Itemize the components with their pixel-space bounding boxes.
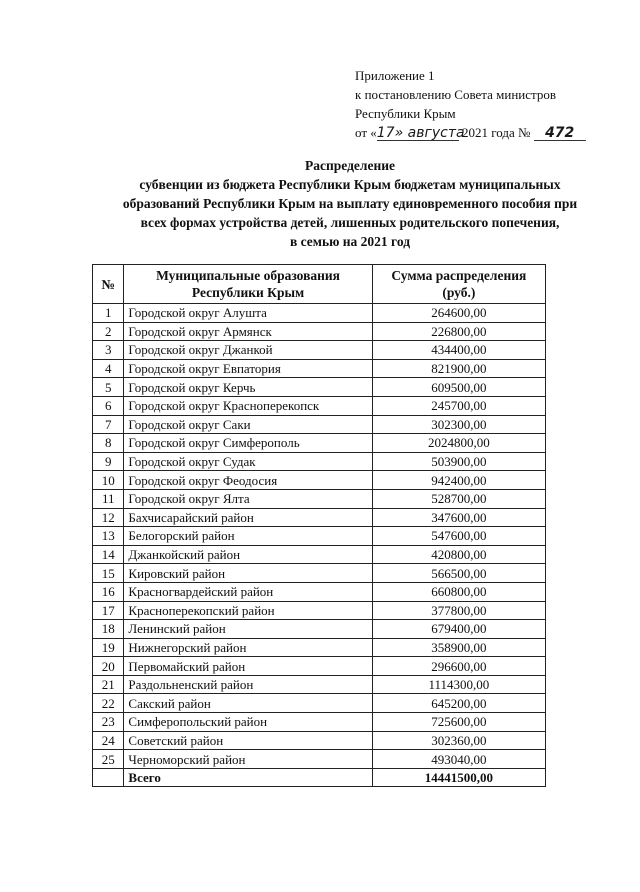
row-number: 19 <box>93 638 124 657</box>
row-municipality: Городской округ Армянск <box>124 322 372 341</box>
table-row <box>93 731 546 750</box>
heading-line-4: в семью на 2021 год <box>289 234 411 249</box>
table-row <box>93 322 546 341</box>
table-row <box>93 750 546 769</box>
row-sum: 547600,00 <box>372 527 545 546</box>
row-number: 20 <box>93 657 124 676</box>
row-municipality: Городской округ Керчь <box>124 378 372 397</box>
header-sum: Сумма распределения (руб.) <box>372 265 545 304</box>
row-municipality: Красногвардейский район <box>124 582 372 601</box>
row-municipality: Городской округ Красноперекопск <box>124 396 372 415</box>
header-municipality: Муниципальные образования Республики Крым <box>124 265 372 304</box>
heading-line-3: всех формах устройства детей, лишенных родительского попечения, <box>140 215 560 230</box>
table-row <box>93 694 546 713</box>
row-sum: 347600,00 <box>372 508 545 527</box>
row-number: 7 <box>93 415 124 434</box>
row-municipality: Городской округ Симферополь <box>124 434 372 453</box>
row-municipality: Кировский район <box>124 564 372 583</box>
row-number: 2 <box>93 322 124 341</box>
row-sum: 302300,00 <box>372 415 545 434</box>
appendix-republic: Республики Крым <box>355 106 456 121</box>
row-municipality: Сакский район <box>124 694 372 713</box>
row-municipality: Городской округ Алушта <box>124 304 372 323</box>
table-row <box>93 638 546 657</box>
row-sum: 609500,00 <box>372 378 545 397</box>
row-number: 6 <box>93 396 124 415</box>
table-body <box>93 304 546 787</box>
row-number: 13 <box>93 527 124 546</box>
table-row <box>93 713 546 732</box>
row-sum: 503900,00 <box>372 452 545 471</box>
row-number: 12 <box>93 508 124 527</box>
row-number: 16 <box>93 582 124 601</box>
row-number: 3 <box>93 341 124 360</box>
row-number: 14 <box>93 545 124 564</box>
document-heading <box>100 156 600 251</box>
row-sum: 725600,00 <box>372 713 545 732</box>
row-municipality: Бахчисарайский район <box>124 508 372 527</box>
table-header-row <box>93 265 546 304</box>
row-municipality: Черноморский район <box>124 750 372 769</box>
table-row <box>93 582 546 601</box>
row-number: 17 <box>93 601 124 620</box>
table-row <box>93 359 546 378</box>
table-row <box>93 471 546 490</box>
appendix-date-line <box>355 123 586 142</box>
row-sum: 358900,00 <box>372 638 545 657</box>
table-row <box>93 452 546 471</box>
row-municipality: Городской округ Евпатория <box>124 359 372 378</box>
row-number: 9 <box>93 452 124 471</box>
handwritten-number: 472 <box>534 126 586 141</box>
table-row <box>93 415 546 434</box>
appendix-year: 2021 года № <box>462 125 531 140</box>
row-municipality: Городской округ Судак <box>124 452 372 471</box>
appendix-block <box>355 66 586 142</box>
table-total-row <box>93 768 546 787</box>
row-number: 8 <box>93 434 124 453</box>
total-empty-cell <box>93 768 124 787</box>
table-row <box>93 378 546 397</box>
row-number: 22 <box>93 694 124 713</box>
row-sum: 821900,00 <box>372 359 545 378</box>
distribution-table <box>92 264 546 787</box>
row-municipality: Городской округ Феодосия <box>124 471 372 490</box>
row-municipality: Белогорский район <box>124 527 372 546</box>
heading-line-2: образований Республики Крым на выплату единовременного пособия при <box>122 196 578 211</box>
row-sum: 942400,00 <box>372 471 545 490</box>
table-row <box>93 341 546 360</box>
row-municipality: Раздольненский район <box>124 675 372 694</box>
table-row <box>93 564 546 583</box>
row-number: 11 <box>93 489 124 508</box>
table-row <box>93 620 546 639</box>
row-number: 21 <box>93 675 124 694</box>
table-row <box>93 508 546 527</box>
total-label: Всего <box>124 768 372 787</box>
table-row <box>93 545 546 564</box>
row-number: 23 <box>93 713 124 732</box>
row-municipality: Городской округ Джанкой <box>124 341 372 360</box>
table-row <box>93 601 546 620</box>
row-sum: 245700,00 <box>372 396 545 415</box>
appendix-from: от « <box>355 125 377 140</box>
row-sum: 434400,00 <box>372 341 545 360</box>
row-sum: 1114300,00 <box>372 675 545 694</box>
row-sum: 645200,00 <box>372 694 545 713</box>
row-municipality: Нижнегорский район <box>124 638 372 657</box>
heading-line-1: субвенции из бюджета Республики Крым бюджетам муниципальных <box>139 177 561 192</box>
row-sum: 226800,00 <box>372 322 545 341</box>
row-number: 5 <box>93 378 124 397</box>
row-sum: 679400,00 <box>372 620 545 639</box>
heading-title: Распределение <box>304 158 396 173</box>
row-sum: 377800,00 <box>372 601 545 620</box>
row-municipality: Городской округ Ялта <box>124 489 372 508</box>
row-number: 18 <box>93 620 124 639</box>
handwritten-date: 17» августа <box>376 125 465 141</box>
row-sum: 2024800,00 <box>372 434 545 453</box>
row-sum: 660800,00 <box>372 582 545 601</box>
row-number: 24 <box>93 731 124 750</box>
row-number: 10 <box>93 471 124 490</box>
appendix-title: Приложение 1 <box>355 68 435 83</box>
table-row <box>93 304 546 323</box>
table-row <box>93 396 546 415</box>
table-row <box>93 657 546 676</box>
row-municipality: Ленинский район <box>124 620 372 639</box>
row-sum: 528700,00 <box>372 489 545 508</box>
row-sum: 493040,00 <box>372 750 545 769</box>
total-sum: 14441500,00 <box>372 768 545 787</box>
table-row <box>93 434 546 453</box>
table-row <box>93 527 546 546</box>
row-number: 25 <box>93 750 124 769</box>
row-number: 4 <box>93 359 124 378</box>
table-row <box>93 489 546 508</box>
row-number: 1 <box>93 304 124 323</box>
row-number: 15 <box>93 564 124 583</box>
row-municipality: Красноперекопский район <box>124 601 372 620</box>
row-municipality: Советский район <box>124 731 372 750</box>
row-municipality: Городской округ Саки <box>124 415 372 434</box>
row-municipality: Симферопольский район <box>124 713 372 732</box>
table-row <box>93 675 546 694</box>
row-sum: 264600,00 <box>372 304 545 323</box>
row-sum: 566500,00 <box>372 564 545 583</box>
header-number: № <box>93 265 124 304</box>
row-sum: 296600,00 <box>372 657 545 676</box>
row-sum: 420800,00 <box>372 545 545 564</box>
row-sum: 302360,00 <box>372 731 545 750</box>
row-municipality: Джанкойский район <box>124 545 372 564</box>
row-municipality: Первомайский район <box>124 657 372 676</box>
appendix-resolution: к постановлению Совета министров <box>355 87 556 102</box>
